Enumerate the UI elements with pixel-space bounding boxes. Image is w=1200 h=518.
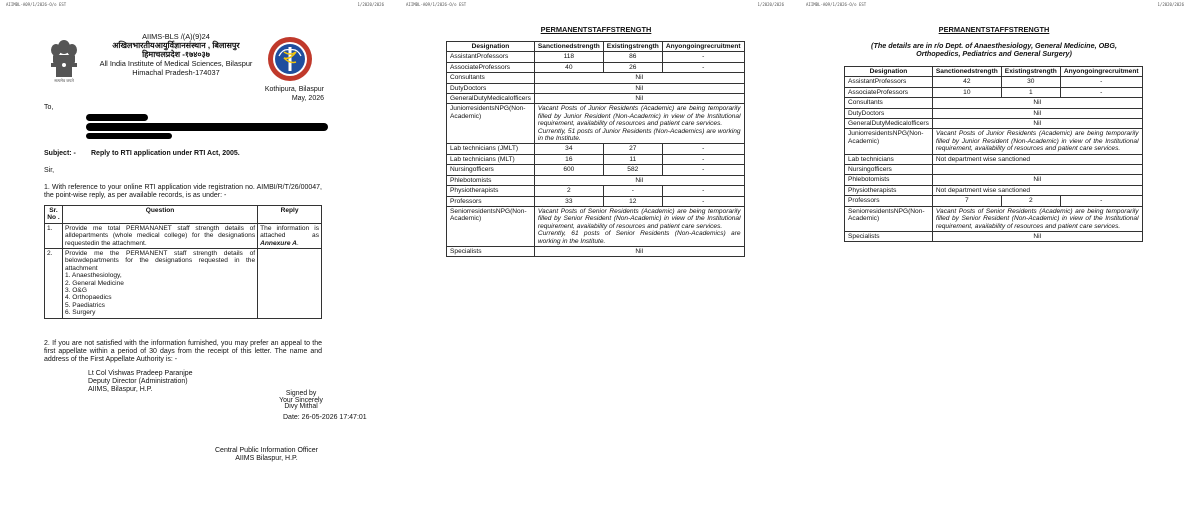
faa-place: AIIMS, Bilaspur, H.P. bbox=[88, 386, 153, 393]
table-row bbox=[845, 196, 1143, 206]
recruitment-cell: - bbox=[1060, 87, 1142, 97]
addressee-label: To, bbox=[44, 104, 54, 111]
table-row bbox=[447, 83, 745, 93]
column-header: Anyongoingrecruitment bbox=[662, 42, 744, 52]
recruitment-cell: - bbox=[662, 154, 744, 164]
table-row bbox=[45, 223, 322, 248]
staff-strength-table bbox=[844, 66, 1143, 242]
appellate-authority bbox=[88, 370, 193, 394]
annexure-reference: Annexure A bbox=[260, 239, 297, 247]
table-row bbox=[447, 104, 745, 144]
stamp-line: Signed by bbox=[285, 388, 317, 397]
recruitment-cell: - bbox=[1060, 196, 1142, 206]
annexure-b-page bbox=[800, 0, 1200, 518]
cpio-title: Central Public Information Officer bbox=[215, 447, 318, 454]
reply-text bbox=[258, 249, 322, 319]
designation-cell: SeniorresidentsNPG(Non- Academic) bbox=[447, 206, 535, 246]
table-header-row bbox=[45, 206, 322, 224]
designation-cell: Phlebotomists bbox=[447, 175, 535, 185]
designation-cell: Phlebotomists bbox=[845, 175, 933, 185]
stamp-line: Your Sincerely bbox=[279, 394, 323, 404]
table-row bbox=[447, 52, 745, 62]
redacted-address bbox=[86, 114, 148, 121]
designation-cell: DutyDoctors bbox=[447, 83, 535, 93]
table-title: PERMANENTSTAFFSTRENGTH bbox=[540, 25, 652, 34]
institute-name: All India Institute of Medical Sciences, Bilaspur bbox=[99, 59, 253, 68]
letterhead bbox=[96, 32, 256, 77]
designation-cell: AssociateProfessors bbox=[447, 62, 535, 72]
subject-line: Reply to RTI application under RTI Act, 2005. bbox=[91, 150, 240, 157]
paragraph-1: 1. With reference to your online RTI application vide registration no. AIMBI/R/T/26/00047, the point-wise reply, as per available records, is as under: - bbox=[44, 184, 322, 200]
reply-text bbox=[258, 223, 322, 248]
page-header-left: AIIMBL-A09/1/2026-O/o EST bbox=[806, 2, 867, 7]
page-header-left: AIIMBL-A09/1/2026-O/o EST bbox=[406, 2, 467, 7]
letter-place-date bbox=[262, 85, 324, 103]
page-header-right: 1/2020/2026 bbox=[1157, 2, 1184, 7]
national-emblem-icon bbox=[44, 36, 84, 82]
department-item: 4. Orthopaedics bbox=[64, 294, 112, 302]
existing-cell: 86 bbox=[603, 52, 662, 62]
sanctioned-cell: 10 bbox=[932, 87, 1001, 97]
cpio-block bbox=[215, 447, 318, 463]
table-row bbox=[845, 98, 1143, 108]
note-cell bbox=[932, 206, 1142, 231]
designation-cell: JuniorresidentsNPG(Non-Academic) bbox=[447, 104, 535, 144]
question-body: Provide me the PERMANENT staff strength details of belowdepartments for the designations requested in the attachment bbox=[64, 250, 256, 272]
table-row bbox=[845, 165, 1143, 175]
table-header-row bbox=[447, 42, 745, 52]
table-row bbox=[845, 154, 1143, 164]
note-text: Vacant Posts of Senior Residents (Academic) are being temporarily filled by Senior Resident (Non-Academic) in view of the Institutional requirement, availability of resources and patient care services. bbox=[537, 207, 741, 230]
table-row bbox=[845, 77, 1143, 87]
existing-cell: 1 bbox=[1001, 87, 1060, 97]
table-row bbox=[447, 144, 745, 154]
designation-cell: Professors bbox=[447, 196, 535, 206]
designation-cell: Specialists bbox=[447, 246, 535, 256]
department-item: 5. Paediatrics bbox=[64, 301, 105, 309]
designation-cell: DutyDoctors bbox=[845, 108, 933, 118]
sanctioned-cell: 16 bbox=[534, 154, 603, 164]
designation-cell: AssistantProfessors bbox=[845, 77, 933, 87]
hindi-state: हिमाचलप्रदेश -१७४०३७ bbox=[142, 50, 210, 59]
existing-cell: 582 bbox=[603, 165, 662, 175]
table-row bbox=[447, 206, 745, 246]
note-text: Vacant Posts of Junior Residents (Academic) are being temporarily filled by Junior Resident (Non-Academic) in view of the Institutional requirement, availability of resources and patient care services. bbox=[935, 130, 1139, 153]
letter-page bbox=[0, 0, 400, 518]
table-subtitle: (The details are in r/o Dept. of Anaesthesiology, General Medicine, OBG, Orthopedics, Pediatrics and General Surgery) bbox=[871, 41, 1117, 59]
existing-cell: 12 bbox=[603, 196, 662, 206]
column-header: Designation bbox=[447, 42, 535, 52]
redacted-address bbox=[86, 133, 172, 139]
reference-number: AIIMS-BLS /(A)(9)24 bbox=[142, 32, 210, 41]
question-text: Provide me total PERMANANET staff strength details of alldepartments (whole medical college) for the designations requestedin the attachment. bbox=[62, 223, 257, 248]
salutation: Sir, bbox=[44, 167, 55, 174]
note-count: Currently, 61 posts of Senior Residents (Non-Academics) are working in the Institute. bbox=[537, 230, 741, 245]
column-header: Existingstrength bbox=[603, 42, 662, 52]
emblem-caption: सत्यमेव जयते bbox=[54, 78, 74, 83]
table-row bbox=[845, 231, 1143, 241]
note-text: Vacant Posts of Junior Residents (Academic) are being temporarily filled by Junior Resident (Non-Academic) in view of the Institutional requirement, availability of resources and patient care services. bbox=[537, 105, 741, 128]
staff-strength-table bbox=[446, 41, 745, 257]
signature-date: Date: 26-05-2026 17:47:01 bbox=[283, 414, 367, 421]
department-item: 3. O&G bbox=[64, 287, 87, 295]
table-title: PERMANENTSTAFFSTRENGTH bbox=[938, 25, 1050, 34]
designation-cell: Nursingofficers bbox=[447, 165, 535, 175]
sanctioned-cell: 2 bbox=[534, 186, 603, 196]
recruitment-cell: - bbox=[662, 186, 744, 196]
existing-cell: 2 bbox=[1001, 196, 1060, 206]
question-text bbox=[62, 249, 257, 319]
note-cell bbox=[534, 206, 744, 246]
column-header: Sanctionedstrength bbox=[534, 42, 603, 52]
nil-cell: Nil bbox=[932, 108, 1142, 118]
letter-date: May, 2026 bbox=[291, 95, 324, 102]
column-header: Sr. No . bbox=[45, 206, 63, 224]
table-row bbox=[845, 185, 1143, 195]
note-cell bbox=[932, 129, 1142, 154]
department-item: 2. General Medicine bbox=[64, 279, 124, 287]
designation-cell: Physiotherapists bbox=[447, 186, 535, 196]
designation-cell: Consultants bbox=[447, 73, 535, 83]
existing-cell: 26 bbox=[603, 62, 662, 72]
table-row bbox=[845, 206, 1143, 231]
table-row bbox=[845, 175, 1143, 185]
recruitment-cell: - bbox=[662, 165, 744, 175]
designation-cell: JuniorresidentsNPG(Non-Academic) bbox=[845, 129, 933, 154]
digital-signature-stamp bbox=[279, 390, 323, 410]
faa-name: Lt Col Vishwas Pradeep Paranjpe bbox=[88, 370, 193, 377]
recruitment-cell: - bbox=[1060, 77, 1142, 87]
row-number: 2. bbox=[45, 249, 63, 319]
designation-cell: Professors bbox=[845, 196, 933, 206]
remark-cell bbox=[932, 165, 1142, 175]
page-header-right: 1/2020/2026 bbox=[757, 2, 784, 7]
sanctioned-cell: 118 bbox=[534, 52, 603, 62]
letter-place: Kothipura, Bilaspur bbox=[264, 86, 324, 93]
table-row bbox=[447, 165, 745, 175]
existing-cell: 27 bbox=[603, 144, 662, 154]
nil-cell: Nil bbox=[534, 175, 744, 185]
designation-cell: Nursingofficers bbox=[845, 165, 933, 175]
nil-cell: Nil bbox=[932, 98, 1142, 108]
subject-label: Subject: - bbox=[44, 150, 76, 157]
table-row bbox=[845, 119, 1143, 129]
designation-cell: Lab technicians (JMLT) bbox=[447, 144, 535, 154]
nil-cell: Nil bbox=[534, 246, 744, 256]
recruitment-cell: - bbox=[662, 62, 744, 72]
designation-cell: Physiotherapists bbox=[845, 185, 933, 195]
column-header: Anyongoingrecruitment bbox=[1060, 67, 1142, 77]
remark-cell: Not department wise sanctioned bbox=[932, 154, 1142, 164]
redacted-address bbox=[86, 123, 328, 131]
reply-prefix: The information is attached as bbox=[260, 224, 319, 240]
table-row bbox=[845, 129, 1143, 154]
question-reply-table bbox=[44, 205, 322, 319]
department-item: 6. Surgery bbox=[64, 309, 96, 317]
page-header-left: AIIMBL-A09/1/2026-O/o EST bbox=[6, 2, 67, 7]
designation-cell: AssociateProfessors bbox=[845, 87, 933, 97]
sanctioned-cell: 40 bbox=[534, 62, 603, 72]
designation-cell: SeniorresidentsNPG(Non-Academic) bbox=[845, 206, 933, 231]
existing-cell: - bbox=[603, 186, 662, 196]
nil-cell: Nil bbox=[932, 119, 1142, 129]
note-text: Vacant Posts of Senior Residents (Academic) are being temporarily filled by Senior Resident (Non-Academic) in view of the Institutional requirement, availability of resources and patient care services. bbox=[935, 207, 1139, 230]
remark-cell: Not department wise sanctioned bbox=[932, 185, 1142, 195]
table-header-row bbox=[845, 67, 1143, 77]
designation-cell: Consultants bbox=[845, 98, 933, 108]
table-row bbox=[447, 186, 745, 196]
note-cell bbox=[534, 104, 744, 144]
column-header: Reply bbox=[258, 206, 322, 224]
nil-cell: Nil bbox=[932, 231, 1142, 241]
designation-cell: GeneralDutyMedicalofficers bbox=[845, 119, 933, 129]
nil-cell: Nil bbox=[932, 175, 1142, 185]
table-row bbox=[447, 246, 745, 256]
nil-cell: Nil bbox=[534, 83, 744, 93]
recruitment-cell: - bbox=[662, 196, 744, 206]
row-number: 1. bbox=[45, 223, 63, 248]
table-row bbox=[447, 154, 745, 164]
table-row bbox=[447, 196, 745, 206]
note-count: Currently, 51 posts of Junior Residents (Non-Academics) are working in the Institute. bbox=[537, 127, 741, 143]
annexure-a-page bbox=[400, 0, 800, 518]
page-header-right: 1/2020/2026 bbox=[357, 2, 384, 7]
sanctioned-cell: 600 bbox=[534, 165, 603, 175]
designation-cell: AssistantProfessors bbox=[447, 52, 535, 62]
sanctioned-cell: 42 bbox=[932, 77, 1001, 87]
table-row bbox=[45, 249, 322, 319]
column-header: Question bbox=[62, 206, 257, 224]
hindi-institute-name: अखिलभारतीयआयुर्विज्ञानसंस्थान , बिलासपुर bbox=[112, 41, 240, 50]
existing-cell: 30 bbox=[1001, 77, 1060, 87]
table-row bbox=[447, 94, 745, 104]
existing-cell: 11 bbox=[603, 154, 662, 164]
table-row bbox=[845, 87, 1143, 97]
designation-cell: Lab technicians bbox=[845, 154, 933, 164]
nil-cell: Nil bbox=[534, 73, 744, 83]
recruitment-cell: - bbox=[662, 144, 744, 154]
sanctioned-cell: 7 bbox=[932, 196, 1001, 206]
paragraph-2: 2. If you are not satisfied with the information furnished, you may prefer an appeal to the first appellate within a period of 30 days from the receipt of this letter. The name and address of the First Appellate Authority is: - bbox=[44, 340, 322, 364]
reply-suffix: . bbox=[296, 239, 299, 247]
designation-cell: Lab technicians (MLT) bbox=[447, 154, 535, 164]
column-header: Designation bbox=[845, 67, 933, 77]
designation-cell: Specialists bbox=[845, 231, 933, 241]
table-row bbox=[845, 108, 1143, 118]
stamp-line: Divy Mithal bbox=[284, 401, 318, 411]
faa-title: Deputy Director (Administration) bbox=[88, 378, 188, 385]
table-row bbox=[447, 175, 745, 185]
sanctioned-cell: 33 bbox=[534, 196, 603, 206]
aiims-seal-icon bbox=[267, 36, 313, 82]
institute-state: Himachal Pradesh-174037 bbox=[132, 68, 220, 77]
table-row bbox=[447, 62, 745, 72]
department-item: 1. Anaesthesiology, bbox=[64, 272, 122, 280]
nil-cell: Nil bbox=[534, 94, 744, 104]
designation-cell: GeneralDutyMedicalofficers bbox=[447, 94, 535, 104]
column-header: Sanctionedstrength bbox=[932, 67, 1001, 77]
cpio-place: AIIMS Bilaspur, H.P. bbox=[235, 455, 298, 462]
table-row bbox=[447, 73, 745, 83]
recruitment-cell: - bbox=[662, 52, 744, 62]
column-header: Existingstrength bbox=[1001, 67, 1060, 77]
sanctioned-cell: 34 bbox=[534, 144, 603, 154]
